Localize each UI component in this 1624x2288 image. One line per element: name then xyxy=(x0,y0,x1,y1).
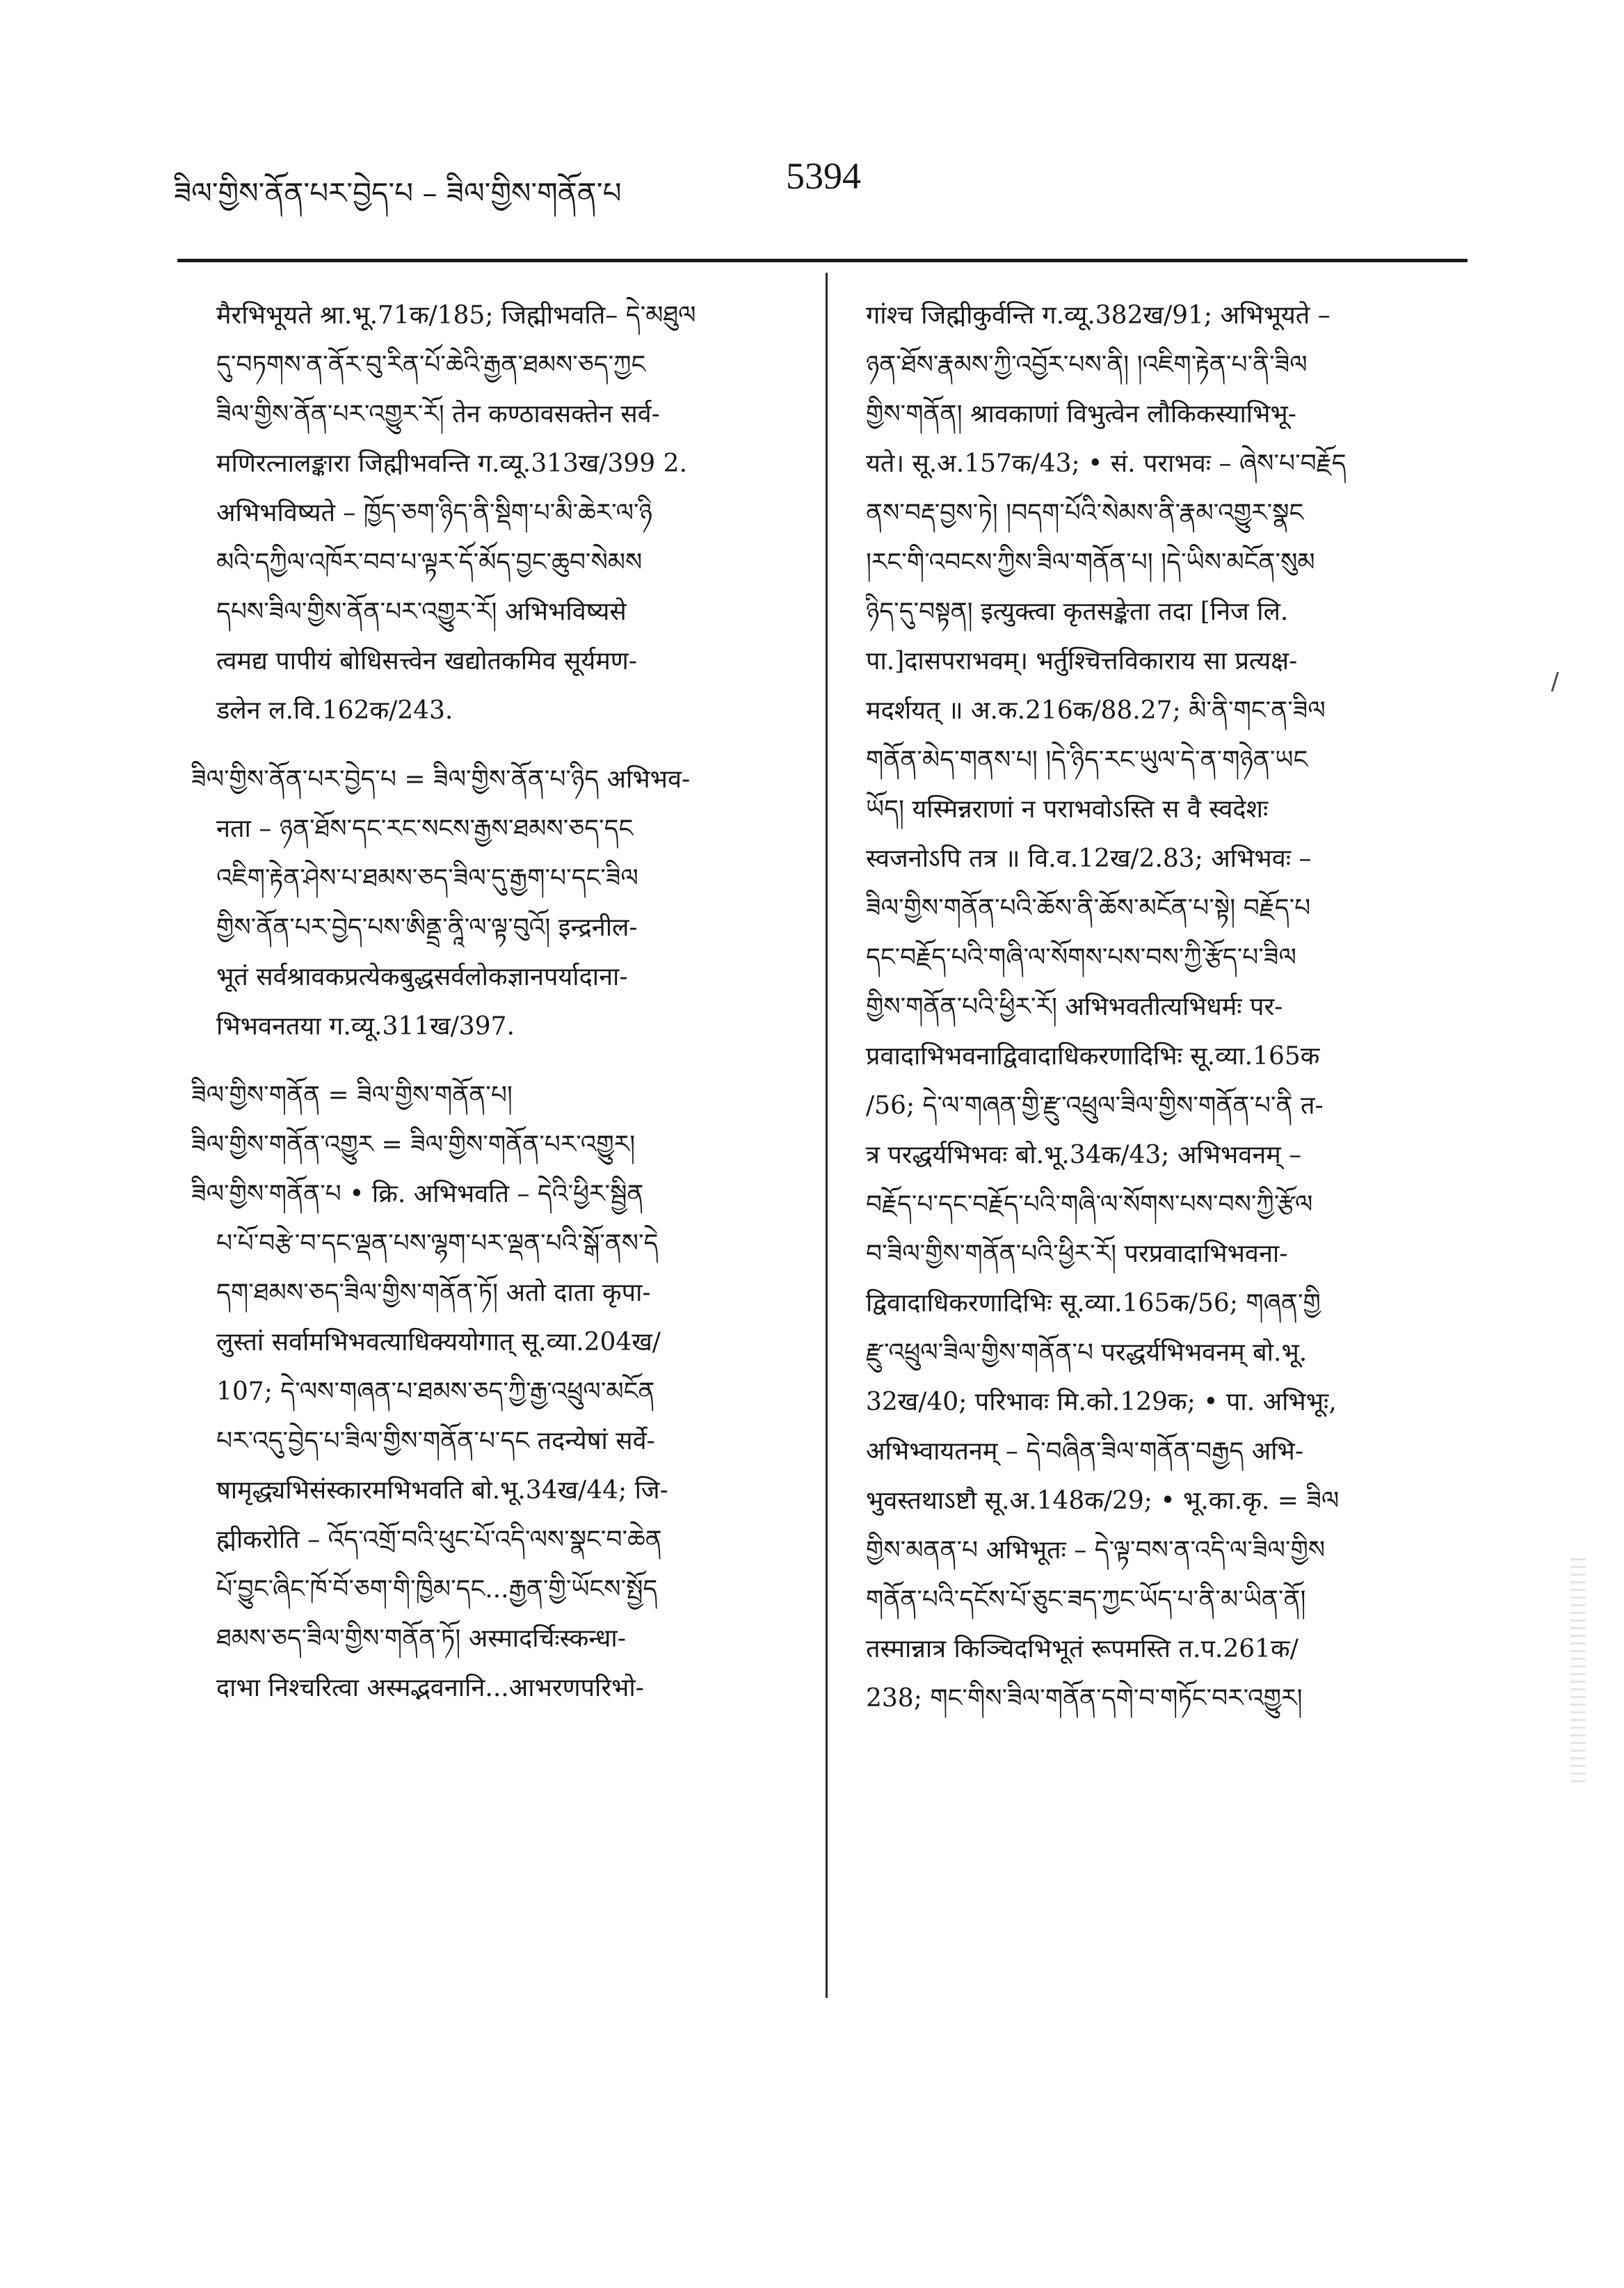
text-line: རྫུ་འཕྲུལ་ཟིལ་གྱིས་གནོན་པ परद्धर्यभिभवनम् बो.भू. xyxy=(866,1338,1308,1367)
text-line: त्र परद्धर्यभिभवः बो.भू.34क/43; अभिभवनम् – xyxy=(866,1141,1302,1169)
text-line: དག་ཐམས་ཅད་ཟིལ་གྱིས་གནོན་ཏོ། अतो दाता कृपा- xyxy=(216,1279,651,1307)
text-line: भिभवनतया ग.व्यू.311ख/397. xyxy=(216,1012,515,1041)
text-line: ह्मीकरोति – འོད་འགྲོ་བའི་ཕུང་པོ་འདི་ལས་སྣང་བ་ཆེན xyxy=(216,1526,662,1554)
text-line: प्रवादाभिभवनाद्विवादाधिकरणादिभिः सू.व्या.165क xyxy=(866,1042,1320,1071)
text-line: བ་ཟིལ་གྱིས་གནོན་པའི་ཕྱིར་རོ། परप्रवादाभिभवना- xyxy=(866,1240,1288,1268)
text-line: ཟིལ་གྱིས་ནོན་པར་འགྱུར་རོ། तेन कण्ठावसक्तेन सर्व- xyxy=(216,400,660,429)
text-line: 238; གང་གིས་ཟིལ་གནོན་དགེ་བ་གཏོང་བར་འགྱུར། xyxy=(866,1684,1303,1713)
text-line: गांश्च जिह्मीकुर्वन्ति ग.व्यू.382ख/91; अभिभूयते – xyxy=(866,301,1330,330)
text-line: 107; དེ་ལས་གཞན་པ་ཐམས་ཅད་ཀྱི་རྒྱ་འཕྲུལ་མངོན xyxy=(216,1377,655,1406)
scan-edge-marks xyxy=(1570,1558,1586,1788)
text-line: འཇིག་རྟེན་ཤེས་པ་ཐམས་ཅད་ཟིལ་དུ་རྒྱག་པ་དང་ཟིལ xyxy=(216,864,638,893)
text-line: तस्मान्नात्र किञ्चिदभिभूतं रूपमस्ति त.प.261क/ xyxy=(866,1635,1299,1663)
text-line: ནས་བརྡ་བྱས་ཏེ། །བདག་པོའི་སེམས་ནི་རྣམ་འགྱུར་སྣང xyxy=(866,499,1304,527)
header-rule xyxy=(177,259,1468,262)
left-column xyxy=(191,291,803,1713)
text-line: གྱིས་མནན་པ अभिभूतः – དེ་ལྟ་བས་ན་འདི་ལ་ཟིལ་གྱིས xyxy=(866,1536,1326,1565)
text-line: पा.]दासपराभवम्। भर्तुश्चित्तविकाराय सा प्रत्यक्ष- xyxy=(866,647,1298,675)
text-line: मणिरत्नालङ्कारा जिह्मीभवन्ति ग.व्यू.313ख/399 2. xyxy=(216,449,688,478)
text-line: त्वमद्य पापीयं बोधिसत्त्वेन खद्योतकमिव सूर्यमण- xyxy=(216,647,637,675)
text-line: भुवस्तथाऽष्टौ सू.अ.148क/29; • भू.का.कृ. = ཟིལ xyxy=(866,1487,1340,1515)
entry-gap xyxy=(191,1051,803,1071)
text-line: मैरभिभूयते श्रा.भू.71क/185; जिह्मीभवति– དེ་མཐུལ xyxy=(216,301,696,330)
text-line: द्विवादाधिकरणादिभिः सू.व्या.165क/56; གཞན་གྱི xyxy=(866,1289,1321,1318)
text-line: བརྗོད་པ་དང་བརྗོད་པའི་གཞི་ལ་སོགས་པས་བས་ཀྱི་རྩོལ xyxy=(866,1190,1313,1219)
page-header xyxy=(174,154,1461,210)
text-line: अभिभ्वायतनम् – དེ་བཞིན་ཟིལ་གནོན་བརྒྱད अभि- xyxy=(866,1437,1304,1466)
text-line: ཡོད། यस्मिन्नराणां न पराभवोऽस्ति स वै स्वदेशः xyxy=(866,795,1269,824)
text-line: यते। सू.अ.157क/43; • सं. पराभवः – ཞེས་པ་བརྗོད xyxy=(866,449,1346,478)
text-line: ཉན་ཐོས་རྣམས་ཀྱི་འབྱོར་པས་ནི། །འཇིག་རྟེན་པ་ནི་ཟིལ xyxy=(866,351,1308,379)
text-line: དཔས་ཟིལ་གྱིས་ནོན་པར་འགྱུར་རོ། अभिभविष्यसे xyxy=(216,598,627,626)
running-head: ཟིལ་གྱིས་ནོན་པར་བྱེད་པ – ཟིལ་གྱིས་གནོན་པ xyxy=(174,176,622,210)
text-line: डलेन ल.वि.162क/243. xyxy=(216,696,453,725)
text-line: །རང་གི་འབངས་ཀྱིས་ཟིལ་གནོན་པ། །དེ་ཡིས་མངོན་སུམ xyxy=(866,548,1315,577)
page-number: 5394 xyxy=(786,155,861,197)
text-line: གནོན་པའི་དངོས་པོ་ཅུང་ཟད་ཀྱང་ཡོད་པ་ནི་མ་ཡིན་ནོ། xyxy=(866,1585,1306,1614)
text-line: དུ་བཏགས་ན་ནོར་བུ་རིན་པོ་ཆེའི་རྒྱན་ཐམས་ཅད་ཀྱང xyxy=(216,351,646,379)
scan-tick-mark: / xyxy=(1551,668,1559,696)
entry-gap xyxy=(191,735,803,755)
text-line: ཐམས་ཅད་ཟིལ་གྱིས་གནོན་ཏོ། अस्मादर्चिःस्कन्धा- xyxy=(216,1624,626,1653)
text-line: གྱིས་གནོན། श्रावकाणां विभुत्वेन लौकिकस्याभिभू- xyxy=(866,400,1296,429)
text-line: ཟིལ་གྱིས་གནོན་པའི་ཆོས་ནི་ཆོས་མངོན་པ་སྟེ། བརྗོད་པ xyxy=(866,894,1311,922)
text-line: མའི་དཀྱིལ་འཁོར་བབ་པ་ལྟར་དོ་མོད་བྱང་ཆུབ་སེམས xyxy=(216,548,643,577)
text-line: པ་པོ་བརྩེ་བ་དང་ལྡན་པས་ལྷག་པར་ལྡན་པའི་སྒོ་ནས་དེ xyxy=(216,1229,659,1258)
text-line: ཟིལ་གྱིས་གནོན = ཟིལ་གྱིས་གནོན་པ། xyxy=(191,1081,513,1110)
text-line: ཟིལ་གྱིས་ནོན་པར་བྱེད་པ = ཟིལ་གྱིས་ནོན་པ་ཉིད अभिभव- xyxy=(191,765,691,794)
text-line: ཟིལ་གྱིས་གནོན་འགྱུར = ཟིལ་གྱིས་གནོན་པར་འགྱུར། xyxy=(191,1130,636,1159)
text-line: དང་བརྗོད་པའི་གཞི་ལ་སོགས་པས་བས་ཀྱི་རྩོད་པ་ཟིལ xyxy=(866,943,1296,972)
text-line: भूतं सर्वश्रावकप्रत्येकबुद्धसर्वलोकज्ञानपर्यादाना- xyxy=(216,963,628,991)
text-line: གནོན་མེད་གནས་པ། །དེ་ཉིད་རང་ཡུལ་དེ་ན་གཉེན་ཡང xyxy=(866,746,1308,774)
text-line: ཉིད་དུ་བསྟན། इत्युक्त्वा कृतसङ्केता तदा [निज लि. xyxy=(866,598,1289,626)
text-line: मदर्शयत् ॥ अ.क.216क/88.27; མི་ནི་གང་ན་ཟིལ xyxy=(866,696,1326,725)
text-line: པར་འདུ་བྱེད་པ་ཟིལ་གྱིས་གནོན་པ་དང तदन्येषां सर्वे- xyxy=(216,1427,655,1455)
text-line: ཟིལ་གྱིས་གནོན་པ • क्रि. अभिभवति – དེའི་ཕྱིར་སྦྱིན xyxy=(191,1180,644,1208)
text-line: षामृद्ध्यभिसंस्कारमभिभवति बो.भू.34ख/44; जि- xyxy=(216,1476,668,1505)
text-line: लुस्तां सर्वामभिभवत्याधिक्ययोगात् सू.व्या.204ख/ xyxy=(216,1328,661,1357)
column-divider xyxy=(826,273,828,1998)
right-column xyxy=(866,291,1464,1723)
text-line: /56; དེ་ལ་གཞན་གྱི་རྫུ་འཕྲུལ་ཟིལ་གྱིས་གནོན་པ་ནི त- xyxy=(866,1091,1324,1120)
text-line: स्वजनोऽपि तत्र ॥ वि.व.12ख/2.83; अभिभवः – xyxy=(866,845,1312,873)
text-line: གྱིས་ནོན་པར་བྱེད་པས་ཨིནྡྲ་ནཱི་ལ་ལྟ་བུའོ། इन्द्रनील- xyxy=(216,913,638,942)
text-line: दाभा निश्चरित्वा अस्मद्भवनानि...आभरणपरिभो- xyxy=(216,1674,644,1702)
text-line: པོ་བྱུང་ཞིང་ཁོ་བོ་ཅག་གི་ཁྱིམ་དང...རྒྱན་གྱི་ཡོངས་སྤྱོད xyxy=(216,1575,658,1603)
text-line: 32ख/40; परिभावः मि.को.129क; • पा. अभिभूः, xyxy=(866,1388,1337,1416)
text-line: नता – ཉན་ཐོས་དང་རང་སངས་རྒྱས་ཐམས་ཅད་དང xyxy=(216,815,634,843)
text-line: अभिभविष्यते – ཁྱོད་ཅག་ཉིད་ནི་སྡིག་པ་མི་ཆེར་ལ་ཉི xyxy=(216,499,652,527)
text-line: གྱིས་གནོན་པའི་ཕྱིར་རོ། अभिभवतीत्यभिधर्मः पर- xyxy=(866,993,1283,1021)
